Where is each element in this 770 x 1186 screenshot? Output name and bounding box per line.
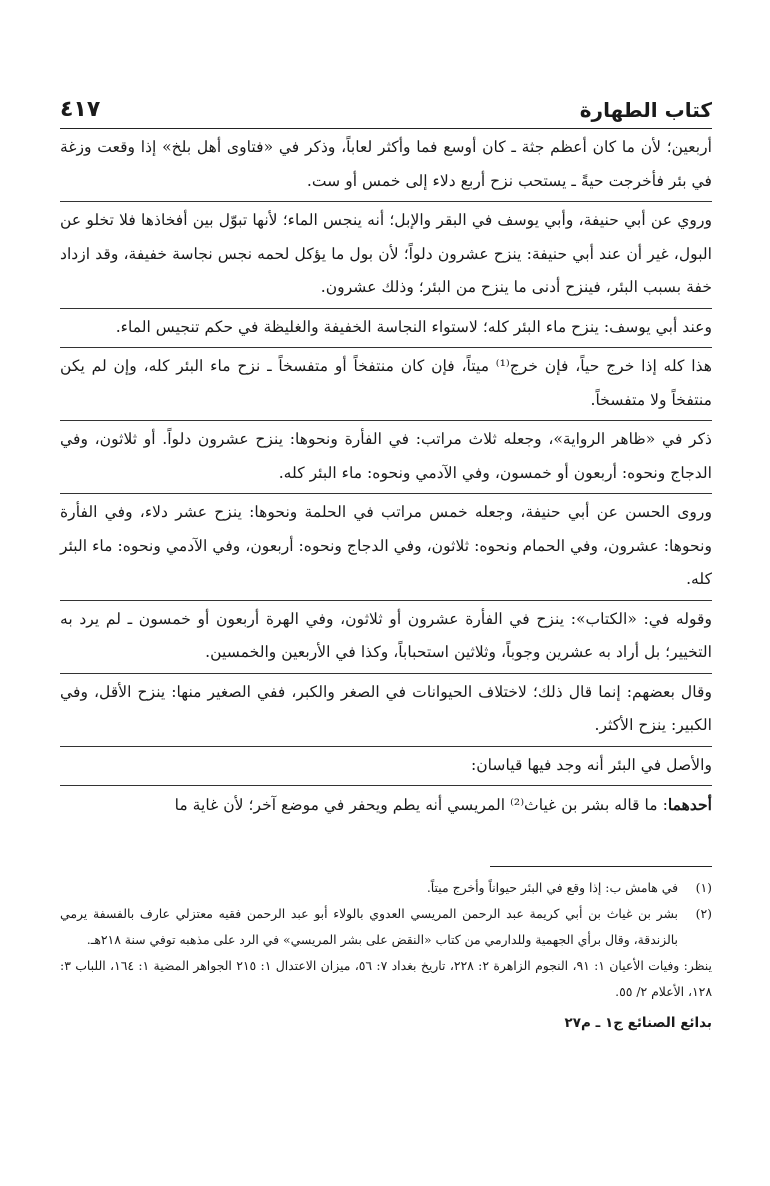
footnote-number: (١) bbox=[695, 879, 712, 895]
page-footer: بدائع الصنائع ج١ ـ م٢٧ bbox=[564, 1014, 712, 1031]
paragraph: هذا كله إذا خرج حياً، فإن خرج⁽¹⁾ ميتاً، فإن كان منتفخاً أو متفسخاً ـ نزح ماء البئر كله، وإن لم يكن منتفخاً ولا متفسخاً. bbox=[60, 348, 712, 421]
paragraph: وروى الحسن عن أبي حنيفة، وجعله خمس مراتب في الحلمة ونحوها: ينزح عشر دلاء، وفي الفأرة ونحوها: عشرون، وفي الحمام ونحوه: ثلاثون، وفي الدجاج ونحوه: أربعون، وفي الآدمي ونحوه: ماء البئر كله. bbox=[60, 494, 712, 601]
paragraph-text: : ما قاله بشر بن غياث⁽²⁾ المريسي أنه يطم ويحفر في موضع آخر؛ لأن غاية ما bbox=[174, 796, 668, 814]
paragraph: أربعين؛ لأن ما كان أعظم جثة ـ كان أوسع فما وأكثر لعاباً، وذكر في «فتاوى أهل بلخ» إذا وقعت وزغة في بئر فأخرجت حيةً ـ يستحب نزح أربع دلاء إلى خمس أو ست. bbox=[60, 129, 712, 202]
paragraph: والأصل في البئر أنه وجد فيها قياسان: bbox=[60, 747, 712, 787]
paragraph: وعند أبي يوسف: ينزح ماء البئر كله؛ لاستواء النجاسة الخفيفة والغليظة في حكم تنجيس الماء. bbox=[60, 309, 712, 349]
paragraph-last bbox=[60, 786, 712, 826]
footnote bbox=[60, 901, 712, 953]
footnote-sources: ينظر: وفيات الأعيان ١: ٩١، النجوم الزاهرة ٢: ٢٢٨، تاريخ بغداد ٧: ٥٦، ميزان الاعتدال ١: ٢١٥ الجواهر المضية ١: ١٦٤، اللباب ٣: ١٢٨، الأعلام ٢/ ٥٥. bbox=[60, 957, 712, 999]
book-page bbox=[60, 88, 712, 1031]
page-header bbox=[60, 88, 712, 122]
paragraph: وقوله في: «الكتاب»: ينزح في الفأرة عشرون أو ثلاثون، وفي الهرة أربعون أو خمسون ـ لم يرد به التخيير؛ بل أراد به عشرين وجوباً، وثلاثين استحباباً، وكذا في الأربعين والخمسين. bbox=[60, 601, 712, 674]
footnote-text: في هامش ب: إذا وقع في البئر حيواناً وأخرج ميتاً. bbox=[426, 879, 678, 895]
paragraph: وقال بعضهم: إنما قال ذلك؛ لاختلاف الحيوانات في الصغر والكبر، ففي الصغير منها: ينزح الأقل، وفي الكبير: ينزح الأكثر. bbox=[60, 674, 712, 747]
footnote-text: بشر بن غياث بن أبي كريمة عبد الرحمن المريسي العدوي بالولاء أبو عبد الرحمن فقيه معتزلي عارف بالفسفة يرمي بالزندقة، وقال برأي الجهمية وللدارمي من كتاب «النقض على بشر المريسي» في الرد على مذهبه توفي سنة ٢١٨هـ. bbox=[60, 905, 678, 947]
bold-term: أحدهما bbox=[667, 795, 712, 814]
footnote-rule bbox=[490, 866, 712, 867]
paragraph: ذكر في «ظاهر الرواية»، وجعله ثلاث مراتب: في الفأرة ونحوها: ينزح عشرون دلواً. أو ثلاثون، وفي الدجاج ونحوه: أربعون أو خمسون، وفي الآدمي ونحوه: ماء البئر كله. bbox=[60, 421, 712, 494]
footnote-number: (٢) bbox=[695, 905, 712, 921]
paragraph: وروي عن أبي حنيفة، وأبي يوسف في البقر والإبل؛ أنه ينجس الماء؛ لأنها تبوّل بين أفخاذها فلا تخلو عن البول، غير أن عند أبي حنيفة: ينزح عشرون دلواً؛ لأن بول ما يؤكل لحمه نجس نجاسة خفيفة، وقد ازداد خفة بسبب البئر، فينزح أدنى ما ينزح من البئر؛ وذلك عشرون. bbox=[60, 202, 712, 309]
footnotes bbox=[60, 875, 712, 1005]
footnote bbox=[60, 875, 712, 901]
book-title: كتاب الطهارة bbox=[579, 98, 712, 122]
page-number: ٤١٧ bbox=[60, 97, 101, 122]
